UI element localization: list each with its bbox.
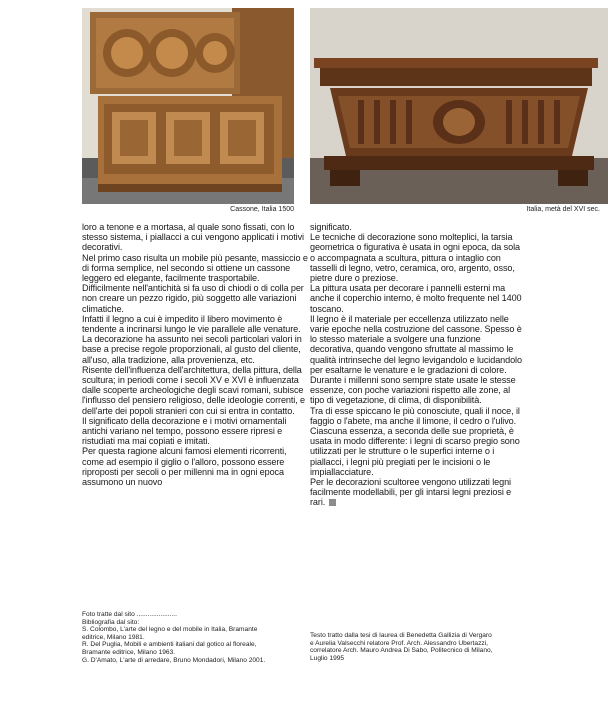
paragraph: Nel primo caso risulta un mobile più pesante, massiccio e di forma semplice, nel secondo si ottiene un cassone leggero ed elegante, facilmente trasportabile. bbox=[82, 252, 308, 284]
paragraph: Il legno è il materiale per eccellenza utilizzato nelle varie epoche nella costruzione del cassone. Spesso è lo stesso materiale a svolgere una funzione decorativa, quando vengono sfruttate al massimo le qualità intrinseche del legno levigandolo e lucidandolo per esaltarne le venature e le gradazioni di colore. bbox=[310, 313, 522, 375]
carved-chest-photo-icon bbox=[310, 8, 608, 204]
chest-photo-right bbox=[310, 8, 608, 204]
credit-line: R. Del Puglia, Mobili e ambienti italiani dal gotico al floreale, bbox=[82, 641, 257, 649]
photo-bibliography-credits bbox=[82, 611, 308, 664]
credit-line: Bibliografia dal sito: bbox=[82, 618, 140, 626]
credit-line: editrice, Milano 1981. bbox=[82, 633, 145, 641]
text-column-left bbox=[82, 222, 308, 487]
paragraph: Ciascuna essenza, a seconda delle sue proprietà, è usata in modo differente: i legni di scarso pregio sono utilizzati per le strutture o le superfici interne o i piallacci, i legni più pregiati per le incisioni o le impiallacciature. bbox=[310, 426, 520, 477]
paragraph: La pittura usata per decorare i pannelli esterni ma anche il coperchio interno, è molto frequente nel 1400 toscano. bbox=[310, 283, 522, 314]
photo-caption-left: Cassone, Italia 1500 bbox=[230, 206, 294, 213]
photo-caption-right: Italia, metà del XVI sec. bbox=[526, 206, 600, 213]
paragraph: Per questa ragione alcuni famosi elementi ricorrenti, come ad esempio il giglio o l'alloro, possono essere riproposti per secoli o per millenni ma in ogni epoca assumono un nuovo bbox=[82, 446, 287, 488]
paragraph: Tra di esse spiccano le più conosciute, quali il noce, il faggio o l'abete, ma anche il limone, il cedro o l'ulivo. bbox=[310, 405, 520, 426]
paragraph: significato. bbox=[310, 222, 352, 232]
credit-line: G. D'Amato, L'arte di arredare, Bruno Mondadori, Milano 2001. bbox=[82, 656, 266, 664]
credit-line: Bramante editrice, Milano 1963. bbox=[82, 648, 176, 656]
paragraph: La decorazione ha assunto nei secoli particolari valori in base a precise regole proporzionali, al gusto del cliente, all'uso, alla tradizione, alla provenienza, etc. bbox=[82, 334, 302, 365]
paragraph: loro a tenone e a mortasa, al quale sono fissati, con lo stesso sistema, i piallacci a cui vengono applicati i motivi decorativi. bbox=[82, 222, 304, 253]
credit-line: Testo tratto dalla tesi di laurea di Benedetta Gallizia di Vergaro bbox=[310, 632, 492, 639]
credit-line: e Aurelia Valsecchi relatore Prof. Arch. Alessandro Ubertazzi, bbox=[310, 639, 488, 647]
credit-line: correlatore Arch. Mauro Andrea Di Sabo, Politecnico di Milano, bbox=[310, 647, 493, 655]
text-column-right bbox=[310, 222, 524, 508]
paragraph: Le tecniche di decorazione sono molteplici, la tarsia geometrica o figurativa è usata in ogni epoca, da sola o accompagnata a scultura, pittura o intaglio con tasselli di legno, vetro, ceramica, oro, argento, osso, pietre dure o preziose. bbox=[310, 232, 520, 284]
credit-line: S. Colombo, L'arte del legno e del mobile in Italia, Bramante bbox=[82, 626, 258, 634]
paragraph: Il significato della decorazione e i motivi ornamentali antichi variano nel tempo, possono essere ripresi e ristudiati ma mai copiati e imitati. bbox=[82, 415, 287, 447]
paragraph: Risente dell'influenza dell'architettura, della pittura, della scultura; in periodi come i secoli XV e XVI è influenzata dalle scoperte archeologiche degli scavi romani, subisce l'influsso del pensiero religioso, delle ideologie correnti, e dell'arte dei popoli stranieri con cui si entra in contatto. bbox=[82, 364, 306, 416]
end-mark-icon bbox=[329, 499, 336, 506]
paragraph: Difficilmente nell'antichità si fa uso di chiodi o di colla per non creare un pezzo rigido, più soggetto alle variazioni climatiche. bbox=[82, 283, 304, 314]
chest-photo-left bbox=[82, 8, 294, 204]
credit-line: Foto tratte dal sito ...................... bbox=[82, 611, 177, 618]
paragraph: Infatti il legno a cui è impedito il libero movimento è tendente a incrinarsi lungo le vie parallele alle venature. bbox=[82, 313, 301, 335]
credit-line: Luglio 1995 bbox=[310, 654, 345, 662]
paragraph: Durante i millenni sono sempre state usate le stesse essenze, con poche variazioni rispetto alle zone, al tipo di vegetazione, di clima, di disponibilità. bbox=[310, 375, 516, 406]
paragraph-last bbox=[310, 477, 524, 508]
text-source-credits bbox=[310, 632, 550, 662]
carved-chest-photo-icon bbox=[82, 8, 294, 204]
paragraph-text: Per le decorazioni scultoree vengono utilizzati legni facilmente modellabili, per gli intarsi legni preziosi e rari. bbox=[310, 477, 512, 508]
